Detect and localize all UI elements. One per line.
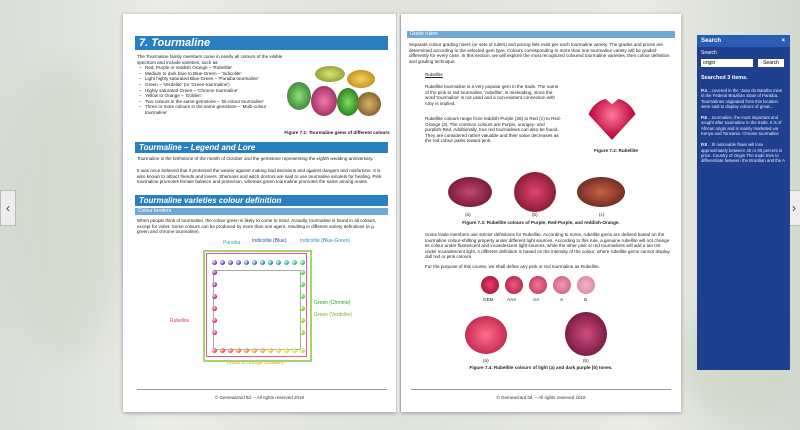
intro-paragraph: The Tourmaline family members come in nearly all colours of the visible spectrum and include varieties, such as: (137, 54, 283, 65)
colour-dot (300, 348, 305, 353)
figure-label: (a) (483, 358, 489, 363)
colour-dot (276, 260, 281, 265)
colour-dot (292, 260, 297, 265)
result-text: ...th noticeable flaws will lose approximately between 40 or 80 percent in price. Country of Origin The trade tries to differentiate between the Brazilian and the A (701, 142, 786, 164)
next-page-arrow[interactable]: › (786, 190, 800, 226)
footer-line (411, 389, 671, 390)
figure-label: (b) (532, 212, 538, 217)
colour-border-diagram (168, 238, 378, 366)
search-row (697, 59, 790, 67)
colour-dot (260, 260, 265, 265)
colour-dot (300, 318, 305, 323)
list-item: – Light highly saturated Blue-Green – 'Paraiba tourmaline' (145, 76, 287, 82)
gem (337, 88, 359, 116)
figure-caption: Figure 7.3: Rubellite colours of Purple, Red-Purple, and reddish-Orange. (462, 220, 620, 225)
colour-dot (300, 270, 305, 275)
search-button[interactable]: Search (758, 59, 784, 67)
colour-dot (212, 348, 217, 353)
paragraph: Tourmaline is the birthstone of the month of October and the gemstone representing the eighth wedding anniversary. (137, 156, 374, 161)
colour-dot (252, 260, 257, 265)
colour-dot (244, 348, 249, 353)
section-heading: Tourmaline – Legend and Lore (135, 142, 388, 153)
figure-label: (c) (599, 212, 605, 217)
grade-label: AAA (507, 297, 517, 302)
diagram-label: Green (Chrome) (314, 300, 351, 306)
figure-caption: Figure 7.4: Rubellite colours of light (a) and dark purple (b) tones. (469, 365, 613, 370)
left-page (123, 14, 396, 412)
diagram-inner (213, 270, 301, 350)
tourmaline-gems-image (285, 66, 385, 126)
gem (347, 70, 375, 88)
footer-line (137, 389, 387, 390)
subsection-heading: Colour borders (135, 208, 388, 215)
grade-gem (505, 276, 523, 294)
colour-dot (212, 306, 217, 311)
gem (315, 66, 345, 82)
colour-dot (220, 260, 225, 265)
diagram-label: Green (Verdelite) (314, 312, 353, 318)
search-result[interactable] (697, 139, 790, 166)
paragraph: For the purpose of this course, we shall define any pink or red tourmaline as Rubellite. (425, 264, 600, 269)
colour-dot (212, 282, 217, 287)
colour-dot (228, 348, 233, 353)
colour-dot (300, 306, 305, 311)
gem (287, 82, 311, 110)
list-item: – Highly saturated Green – 'Chrome tourmaline' (145, 88, 287, 94)
gem (357, 92, 381, 116)
colour-dot (284, 260, 289, 265)
grade-label: AA (533, 297, 540, 302)
gem (311, 86, 337, 116)
search-result[interactable] (697, 85, 790, 112)
list-item: – Three or more colours in the same gemstone – 'Multi-colour tourmaline' (145, 104, 287, 115)
colour-dot (292, 348, 297, 353)
colour-dot (284, 348, 289, 353)
colour-dot (268, 260, 273, 265)
paragraph: Rubellite tourmaline is a very popular gem in the trade. The name of the pink to red tourmaline, 'rubellite', is misleading, since the word 'tourmaline' is not used and a non-existent connection with ruby is implied. (425, 84, 559, 106)
rubellite-gem-red-purple (514, 172, 556, 212)
search-panel (697, 35, 790, 370)
previous-page-arrow[interactable]: ‹ (0, 190, 16, 226)
colour-dot (228, 260, 233, 265)
colour-dot (300, 330, 305, 335)
result-text: ...covered in the 'Joao do Batalha mine in the Federal Brazilian State of Paraiba. Tourmalines originated from this location were said to display colours of great... (701, 88, 783, 109)
rubellite-gem-light (465, 316, 507, 354)
figure-caption: Figure 7.1: Tourmaline gems of different colours (284, 130, 390, 135)
rubellite-gem-reddish-orange (577, 177, 625, 207)
paragraph: It was once believed that it protected the wearer against making bad decisions and against dangers and misfortune. It is also known to attract friends and lovers. Shamans and witch doctors are said to use tourmaline amulets for healing. Pink tourmaline promotes female balance and protection, whereas green tourmaline promotes the same among males. (137, 168, 382, 185)
colour-dot (212, 330, 217, 335)
colour-dot (268, 348, 273, 353)
colour-dot (300, 260, 305, 265)
colour-dot (260, 348, 265, 353)
list-item: – Red, Purple or reddish Orange – 'Rubellite' (145, 65, 287, 71)
paragraph: Some trade members use stricter definitions for Rubellite. According to some, rubellite gems are defined based on the tourmaline colour-shifting property under different light sources. According to this rule, a genuine rubellite will not change its colour under fluorescent and incandescent light sources, while the other pink or red tourmalines will add a tan tint under incandescent light. A different definition is based on the intensity of the colour, where rubellite gems cannot display dull red or pink colours. (425, 232, 670, 260)
figure-caption: Figure 7.2: Rubellite (594, 148, 638, 153)
colour-dot (220, 348, 225, 353)
chapter-title: 7. Tourmaline (135, 36, 388, 50)
diagram-label: Paraiba (223, 240, 241, 246)
figure-label: (b) (583, 358, 589, 363)
close-icon[interactable]: × (781, 38, 785, 44)
colour-dot (212, 260, 217, 265)
colour-dot (212, 318, 217, 323)
figure-label: (a) (465, 212, 471, 217)
grade-ruler (481, 276, 601, 306)
page-footer: © Gemewizard ltd. – All rights reserved 2018 (496, 395, 586, 400)
colour-dot (212, 270, 217, 275)
right-page (401, 14, 681, 412)
rubellite-heading: Rubellite (425, 72, 443, 77)
subsection-heading: Grade rulers (407, 31, 675, 38)
paragraph: When people think of tourmaline, the colour green is likely to come to mind. Actually, tourmaline is found in all colours, except for violet. Some colours can be produced by more than one agent, resulting in different variety definitions (e.g. green and chrome tourmaline). (137, 218, 377, 235)
list-item: – Green – 'Verdelite' (or 'Green-tourmaline') (145, 82, 287, 88)
colour-dot (236, 260, 241, 265)
rubellite-gem-purple (448, 177, 492, 207)
search-input[interactable] (701, 59, 753, 67)
rubellite-heart-image (583, 92, 641, 144)
paragraph: Rubellite colours range from reddish-Purple (28) to Red (1) to Red-Orange (3). The common colours are Purple, orangey- and purplish-Red. Additionally, true red tourmalines can also be found. They are considered rather valuable and their value decreases as the red colour pales toward pink. (425, 116, 562, 144)
page-footer: © Gemewizard ltd. – All rights reserved 2018 (214, 395, 305, 400)
grade-label: B (584, 297, 588, 302)
result-page: P.6 (701, 115, 707, 121)
result-page: P.4 (701, 88, 707, 93)
rubellite-gem-dark (565, 312, 607, 356)
result-text: ...tourmaline, the most important and sought after tourmaline in the trade. It is of African origin and is mainly marketed via Kenya and Tanzania. Chrome tourmaline (701, 115, 782, 137)
colour-dot (244, 260, 249, 265)
grade-gem (481, 276, 499, 294)
search-label: Search (701, 50, 717, 56)
search-panel-title: Search (701, 38, 722, 44)
diagram-label: Rubellite (170, 318, 190, 324)
intro-text (137, 54, 287, 116)
list-item: – Two colours in the same gemstone – 'Bi-colour tourmaline' (145, 99, 287, 105)
diagram-label: Yellow to orange (Golden) (226, 360, 284, 366)
search-result-count: Searched 3 items. (701, 75, 748, 81)
result-page: P.8 (701, 142, 707, 148)
colour-dot (236, 348, 241, 353)
search-result[interactable] (697, 112, 790, 139)
background-blur (0, 60, 130, 360)
colour-dot (276, 348, 281, 353)
colour-dot (300, 282, 305, 287)
grade-gem (577, 276, 595, 294)
section-heading: Tourmaline varieties colour definition (135, 195, 388, 206)
grade-gem (553, 276, 571, 294)
colour-dot (252, 348, 257, 353)
grade-label: A (560, 297, 564, 302)
list-item: – Yellow to Orange – 'Golden' (145, 93, 287, 99)
variety-list (137, 65, 287, 115)
search-panel-header (697, 35, 790, 47)
colour-dot (212, 294, 217, 299)
grade-gem (529, 276, 547, 294)
heart-gem (587, 98, 637, 140)
colour-dot (300, 294, 305, 299)
diagram-label: Indicolite (Blue-Green) (300, 238, 351, 244)
list-item: – Medium to dark blue to Blue-Green – 'Indicolite' (145, 71, 287, 77)
diagram-label: Indicolite (Blue) (252, 238, 287, 244)
grade-label: GEM (483, 297, 494, 302)
paragraph: Separate colour grading rulers (or sets of rulers) and pricing lists exist per each tourmaline variety. The grades and prices are determined according to the selected gem type. Colours corresponding to more than one tourmaline variety will be graded differently for every case. In this section, we will explore the most recognized coloured tourmaline varieties, their colour definition and grading technique. (409, 42, 670, 64)
